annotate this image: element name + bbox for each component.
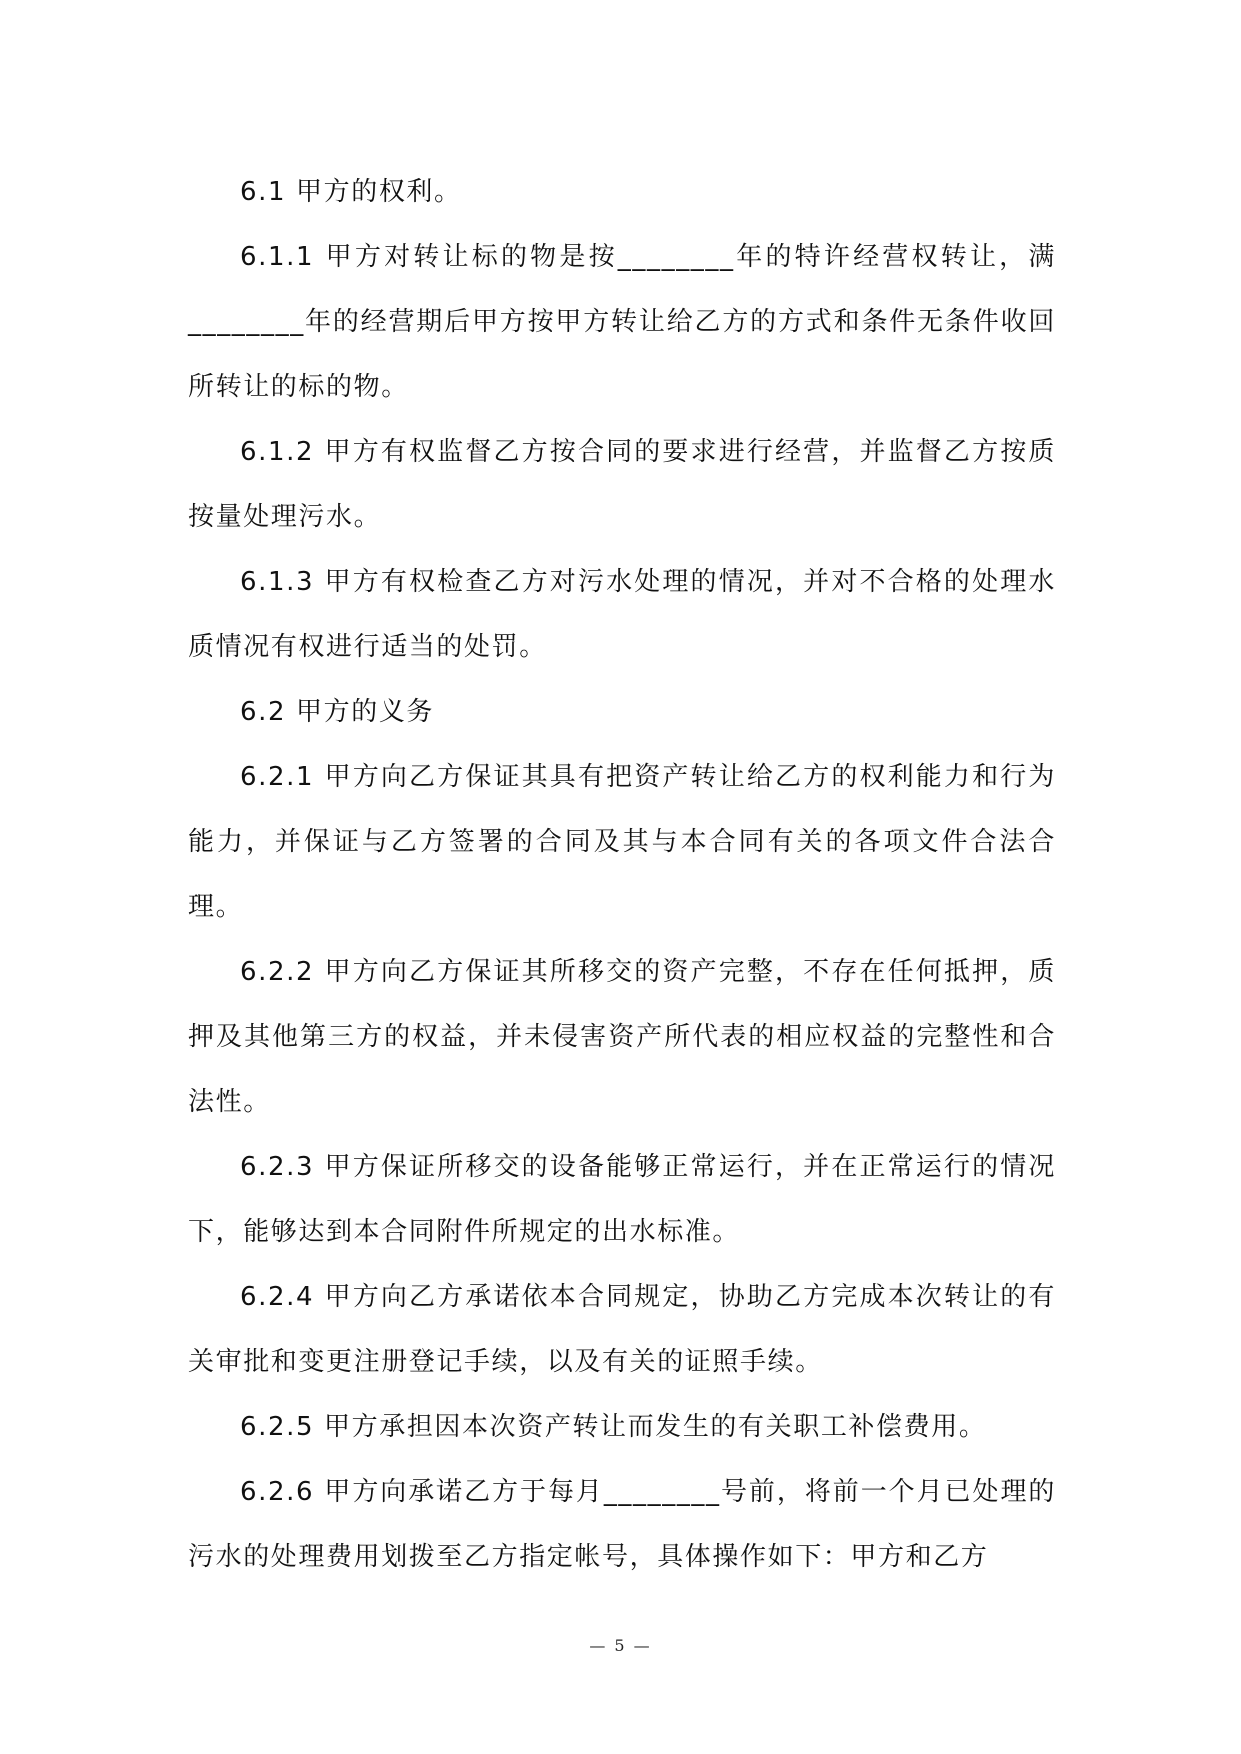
clause-6-2-3: 6.2.3 甲方保证所移交的设备能够正常运行，并在正常运行的情况下，能够达到本合同附件所规定的出水标准。 bbox=[188, 1152, 1056, 1247]
clause-6-2-1: 6.2.1 甲方向乙方保证其具有把资产转让给乙方的权利能力和行为能力，并保证与乙方签署的合同及其与本合同有关的各项文件合法合理。 bbox=[188, 762, 1056, 922]
document-body bbox=[188, 160, 1056, 1590]
clause-6-2: 6.2 甲方的义务 bbox=[240, 697, 435, 727]
clause-6-1-2: 6.1.2 甲方有权监督乙方按合同的要求进行经营，并监督乙方按质按量处理污水。 bbox=[188, 437, 1056, 532]
clause-6-1: 6.1 甲方的权利。 bbox=[240, 177, 462, 207]
clause-6-2-6: 6.2.6 甲方向承诺乙方于每月________号前，将前一个月已处理的污水的处理费用划拨至乙方指定帐号，具体操作如下：甲方和乙方 bbox=[188, 1477, 1056, 1572]
clause-6-2-5: 6.2.5 甲方承担因本次资产转让而发生的有关职工补偿费用。 bbox=[240, 1412, 987, 1442]
clause-6-1-3: 6.1.3 甲方有权检查乙方对污水处理的情况，并对不合格的处理水质情况有权进行适当的处罚。 bbox=[188, 567, 1056, 662]
clause-6-2-2: 6.2.2 甲方向乙方保证其所移交的资产完整，不存在任何抵押，质押及其他第三方的权益，并未侵害资产所代表的相应权益的完整性和合法性。 bbox=[188, 957, 1056, 1117]
page-number: — 5 — bbox=[589, 1636, 652, 1655]
clause-6-2-4: 6.2.4 甲方向乙方承诺依本合同规定，协助乙方完成本次转让的有关审批和变更注册登记手续，以及有关的证照手续。 bbox=[188, 1282, 1056, 1377]
clause-6-1-1: 6.1.1 甲方对转让标的物是按________年的特许经营权转让，满________年的经营期后甲方按甲方转让给乙方的方式和条件无条件收回所转让的标的物。 bbox=[188, 242, 1056, 402]
